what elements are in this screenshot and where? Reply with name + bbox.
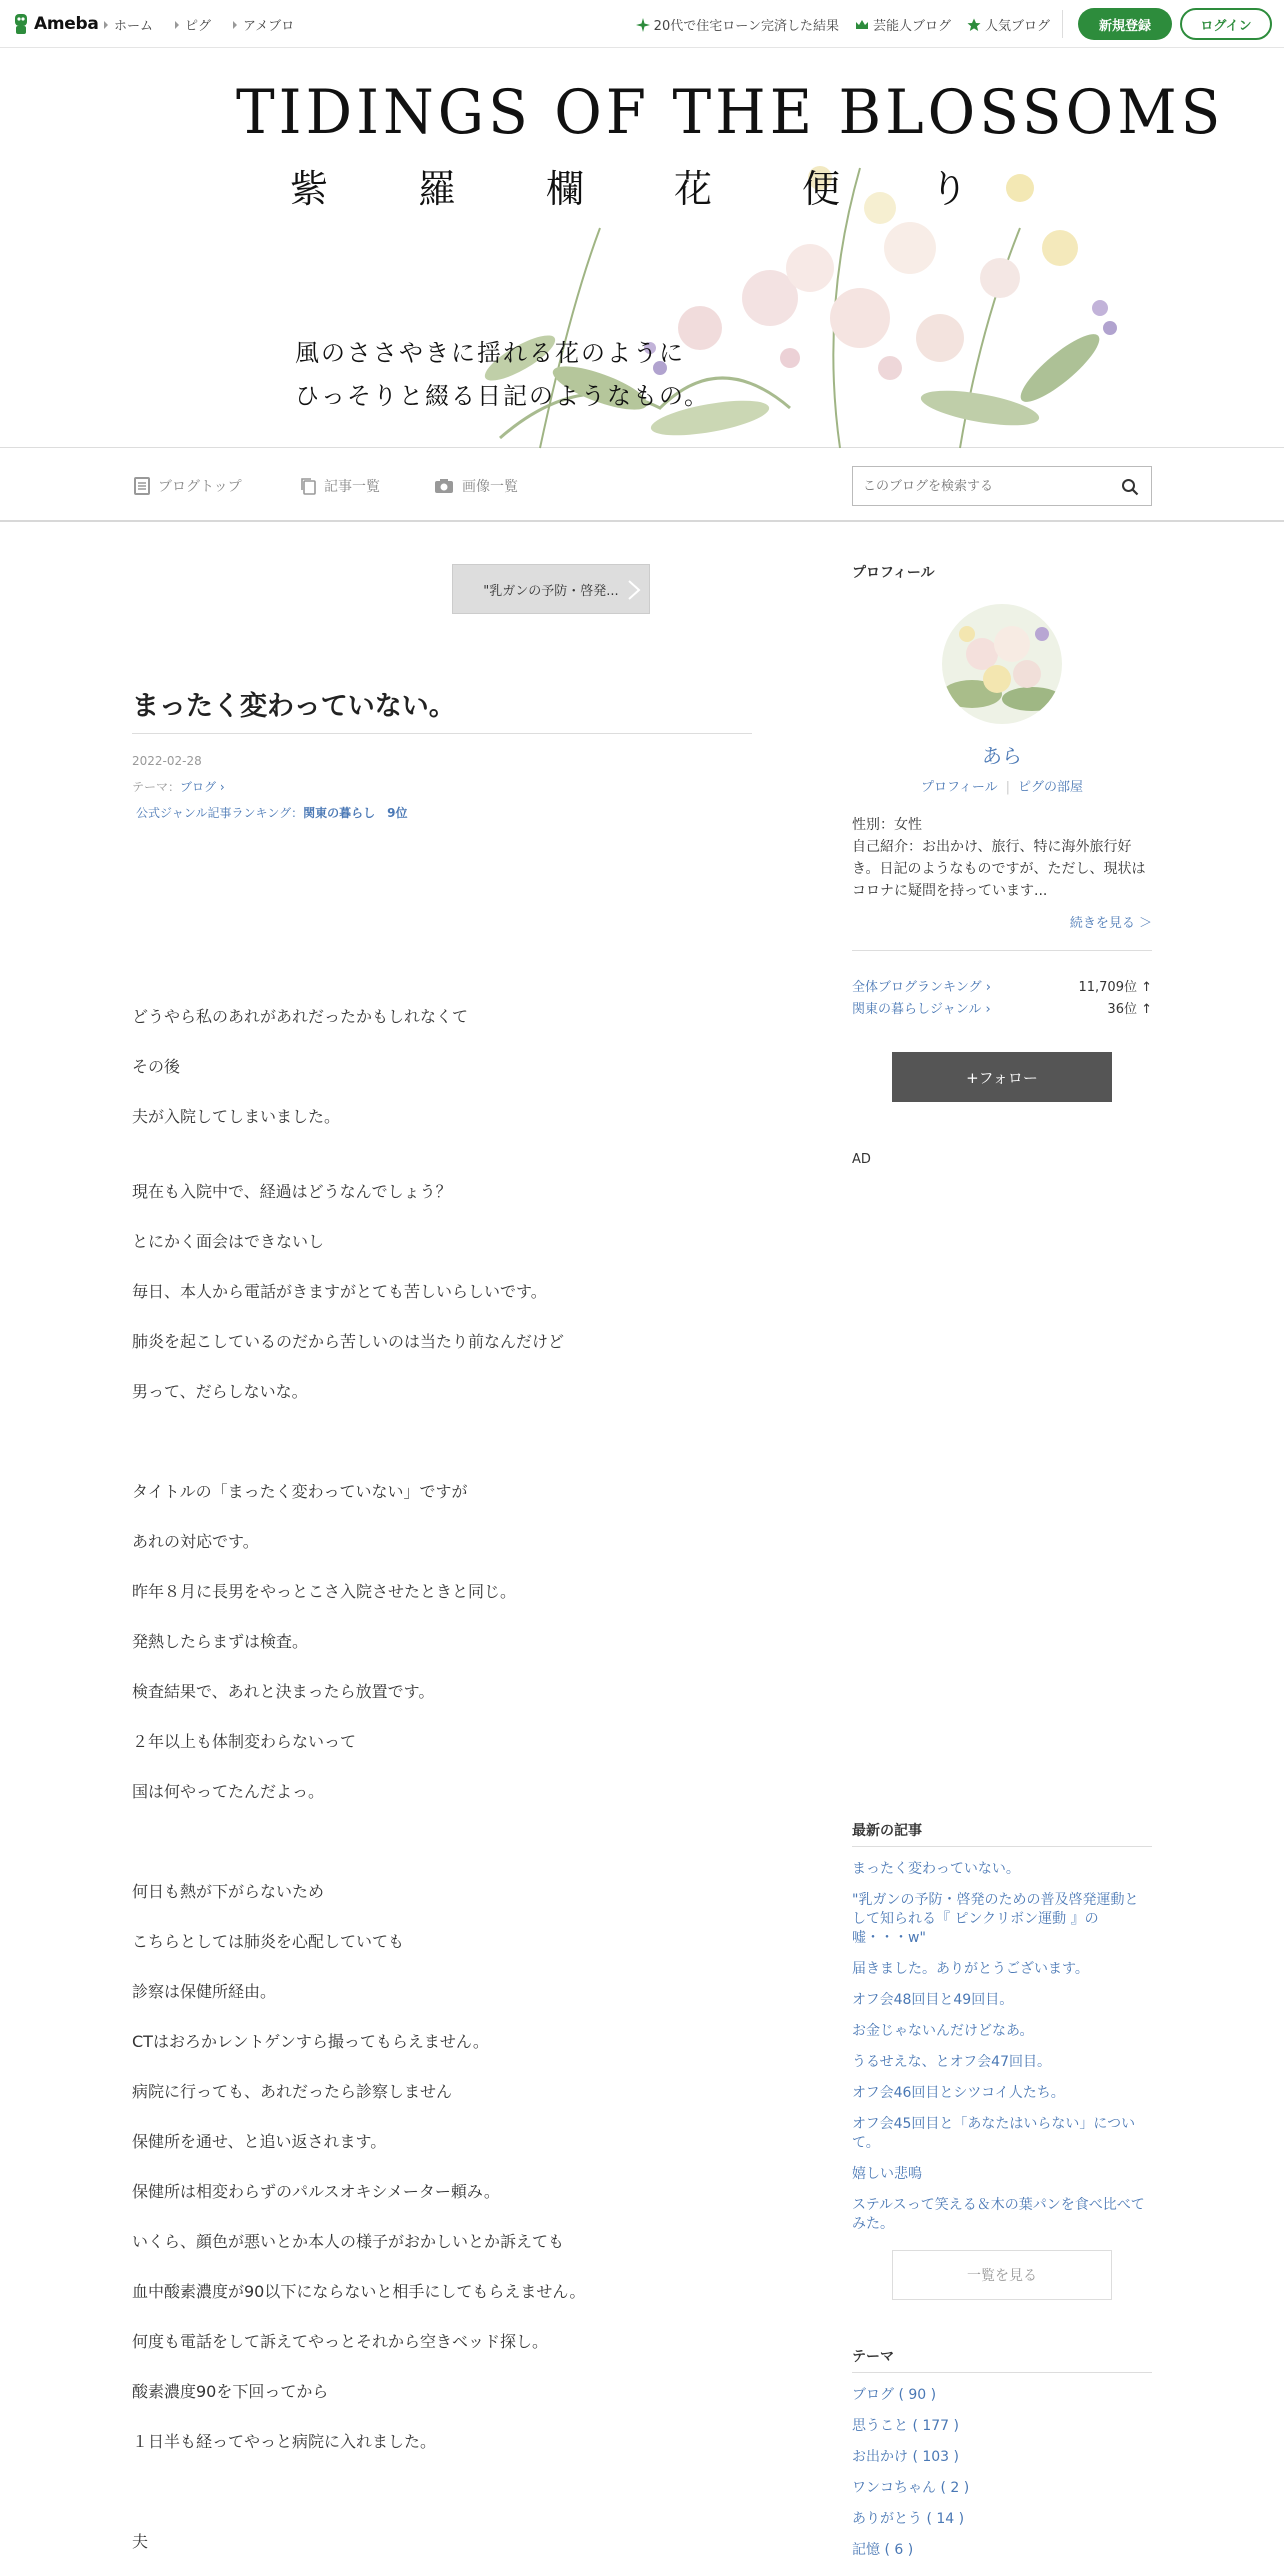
chevron-right-icon: › [216, 780, 225, 794]
search-input[interactable] [853, 467, 1103, 505]
signup-button[interactable]: 新規登録 [1078, 8, 1172, 40]
blog-search [852, 466, 1152, 506]
recent-article-link[interactable]: "乳ガンの予防・啓発のための普及啓発運動として知られる『 ピンクリボン運動 』の嘘・・・w" [852, 1892, 1139, 1946]
nav-image-list[interactable] [434, 476, 518, 496]
title-divider [132, 733, 752, 734]
divider [1062, 10, 1063, 38]
article-paragraph: CTはおろかレントゲンすら撮ってもらえません。 [132, 2032, 489, 2051]
divider [852, 950, 1152, 951]
genre-ranking-value: 関東の暮らし 9位 [303, 806, 408, 820]
overall-ranking-value: 11,709位 ↑ [1078, 980, 1152, 995]
blog-tagline-1: 風のささやきに揺れる花のように [295, 339, 685, 367]
article-paragraph: あれの対応です。 [132, 1532, 259, 1551]
article-paragraph: 保健所は相変わらずのパルスオキシメーター頼み。 [132, 2182, 500, 2201]
copy-icon [300, 477, 316, 495]
theme-link[interactable]: 記憶 ( 6 ) [852, 2542, 914, 2558]
chevron-right-icon [175, 21, 179, 29]
chevron-right-icon [233, 21, 237, 29]
overall-ranking-label: 全体ブログランキング [852, 980, 982, 995]
ameba-logo[interactable] [12, 12, 99, 36]
link-separator: | [1005, 780, 1011, 795]
document-icon [134, 477, 150, 495]
recent-articles-heading: 最新の記事 [852, 1823, 922, 1839]
pig-room-link[interactable]: ピグの部屋 [1018, 780, 1084, 795]
nav-article-list[interactable] [300, 476, 380, 496]
theme-label: テーマ： [132, 780, 181, 794]
article-paragraph: 男って、だらしないな。 [132, 1382, 308, 1401]
global-header [0, 0, 1284, 48]
prev-article-label: "乳ガンの予防・啓発... [483, 583, 619, 599]
theme-link[interactable]: お出かけ ( 103 ) [852, 2449, 959, 2465]
theme-link[interactable]: ブログ [180, 780, 217, 794]
article-paragraph: どうやら私のあれがあれだったかもしれなくて [132, 1007, 469, 1026]
article-paragraph: 何度も電話をして訴えてやっとそれから空きベッド探し。 [132, 2332, 549, 2351]
link-popular-blog-label: 人気ブログ [984, 19, 1050, 34]
article-date: 2022-02-28 [132, 754, 202, 768]
top-nav [104, 15, 294, 34]
nav-ameblo[interactable] [233, 15, 294, 34]
subtitle-char: 羅 [418, 167, 457, 211]
avatar[interactable] [942, 604, 1062, 724]
profile-intro: 自己紹介：お出かけ、旅行、特に海外旅行好き。日記のようなものですが、ただし、現状はコロナに疑問を持っています... [852, 839, 1146, 899]
themes-heading: テーマ [852, 2349, 894, 2365]
overall-ranking[interactable] [852, 976, 1152, 995]
subtitle-char: 紫 [290, 167, 329, 211]
nav-article-list-label: 記事一覧 [324, 479, 380, 495]
sparkle-icon [636, 18, 650, 32]
star-icon [967, 18, 981, 32]
ameba-mascot-icon [12, 12, 30, 36]
article-paragraph: 毎日、本人から電話がきますがとても苦しいらしいです。 [132, 1282, 547, 1301]
article-paragraph: 発熱したらまずは検査。 [132, 1632, 309, 1651]
nav-blog-top[interactable] [134, 476, 242, 496]
blog-subtitle [290, 158, 1058, 213]
genre-ranking-side-value: 36位 ↑ [1107, 1002, 1152, 1017]
article-paragraph: いくら、顔色が悪いとか本人の様子がおかしいとか訴えても [132, 2232, 565, 2251]
article-title[interactable]: まったく変わっていない。 [132, 691, 456, 722]
theme-link[interactable]: 思うこと ( 177 ) [852, 2418, 959, 2434]
profile-name[interactable]: あら [982, 744, 1022, 768]
logo-text: Ameba [34, 14, 99, 34]
profile-info [852, 814, 1152, 902]
article-paragraph: 診察は保健所経由。 [132, 1982, 277, 2001]
recent-article-link[interactable]: ステルスって笑える＆木の葉パンを食べ比べてみた。 [852, 2197, 1145, 2232]
article-theme [132, 778, 225, 795]
article-paragraph: １日半も経ってやっと病院に入れました。 [132, 2432, 437, 2451]
chevron-right-icon: › [981, 1002, 991, 1017]
article-paragraph: ２年以上も体制変わらないって [132, 1732, 357, 1751]
recent-article-link[interactable]: オフ会46回目とシツコイ人たち。 [852, 2085, 1065, 2101]
article-paragraph: 夫 [132, 2532, 149, 2551]
genre-ranking-label: 公式ジャンル記事ランキング： [136, 806, 304, 820]
recent-article-link[interactable]: 届きました。ありがとうございます。 [852, 1961, 1089, 1977]
avatar-image [942, 604, 1062, 724]
nav-home-label: ホーム [114, 19, 154, 34]
recent-article-link[interactable]: オフ会45回目と「あなたはいらない」について。 [852, 2116, 1136, 2151]
article-paragraph: とにかく面会はできないし [132, 1232, 325, 1251]
link-housing-loan-label: 20代で住宅ローン完済した結果 [653, 19, 839, 34]
article-paragraph: 昨年８月に長男をやっとこさ入院させたときと同じ。 [132, 1582, 517, 1601]
link-celebrity-blog-label: 芸能人ブログ [872, 19, 951, 34]
genre-ranking-side-label: 関東の暮らしジャンル [852, 1002, 982, 1017]
chevron-right-icon [627, 579, 641, 601]
recent-article-link[interactable]: オフ会48回目と49回目。 [852, 1992, 1014, 2008]
view-all-button[interactable]: 一覧を見る [892, 2250, 1112, 2300]
article-paragraph: こちらとしては肺炎を心配していても [132, 1932, 405, 1951]
profile-link[interactable]: プロフィール [920, 780, 998, 795]
nav-ameblo-label: アメブロ [243, 19, 295, 34]
nav-home[interactable] [104, 15, 153, 34]
read-more-link[interactable]: 続きを見る ＞ [1069, 916, 1152, 931]
login-button[interactable]: ログイン [1180, 8, 1272, 40]
nav-pig[interactable] [175, 15, 211, 34]
profile-links [852, 776, 1152, 795]
profile-heading: プロフィール [852, 565, 935, 581]
article-paragraph: 国は何やってたんだよっ。 [132, 1782, 325, 1801]
article-paragraph: 現在も入院中で、経過はどうなんでしょう？ [132, 1182, 452, 1201]
genre-ranking[interactable] [136, 804, 407, 821]
article-paragraph: 肺炎を起こしているのだから苦しいのは当たり前なんだけど [132, 1332, 565, 1351]
follow-button[interactable]: +フォロー [892, 1052, 1112, 1102]
profile-gender: 性別：女性 [852, 817, 922, 833]
crown-icon [855, 19, 869, 31]
recent-article-link[interactable]: 嬉しい悲鳴 [852, 2166, 922, 2182]
nav-blog-top-label: ブログトップ [158, 479, 242, 495]
blog-subnav [0, 450, 1284, 522]
chevron-right-icon: › [981, 980, 991, 995]
theme-link[interactable]: ブログ ( 90 ) [852, 2387, 937, 2403]
subtitle-char: 欄 [546, 167, 585, 211]
blog-title: TIDINGS OF THE BLOSSOMS [236, 76, 1225, 148]
article-paragraph: 検査結果で、あれと決まったら放置です。 [132, 1682, 435, 1701]
article-paragraph: 何日も熱が下がらないため [132, 1882, 325, 1901]
blog-header-banner[interactable] [0, 48, 1284, 448]
search-icon[interactable] [1121, 478, 1139, 496]
nav-image-list-label: 画像一覧 [462, 479, 518, 495]
article-paragraph: 血中酸素濃度が90以下にならないと相手にしてもらえません。 [132, 2282, 586, 2301]
article-paragraph: その後 [132, 1057, 181, 1076]
top-links [636, 15, 1050, 34]
subtitle-char: 花 [674, 167, 713, 211]
recent-article-link[interactable]: お金じゃないんだけどなあ。 [852, 2023, 1034, 2039]
prev-article-button[interactable] [452, 564, 650, 614]
camera-icon [434, 478, 454, 494]
blog-tagline-2: ひっそりと綴る日記のようなもの。 [295, 382, 711, 410]
article-paragraph: 病院に行っても、あれだったら診察しません [132, 2082, 453, 2101]
article-paragraph: 夫が入院してしまいました。 [132, 1107, 341, 1126]
article-paragraph: 酸素濃度90を下回ってから [132, 2382, 329, 2401]
recent-article-link[interactable]: うるせえな、とオフ会47回目。 [852, 2054, 1051, 2070]
nav-pig-label: ピグ [185, 19, 212, 34]
genre-ranking-side[interactable] [852, 998, 1152, 1017]
subtitle-char: り [930, 167, 969, 211]
theme-link[interactable]: ありがとう ( 14 ) [852, 2511, 965, 2527]
link-housing-loan[interactable] [636, 15, 839, 34]
article-paragraph: タイトルの「まったく変わっていない」ですが [132, 1482, 468, 1501]
subtitle-char: 便 [802, 167, 841, 211]
ad-label: AD [852, 1152, 871, 1167]
recent-article-link[interactable]: まったく変わっていない。 [852, 1861, 1020, 1877]
article-paragraph: 保健所を通せ、と追い返されます。 [132, 2132, 387, 2151]
link-celebrity-blog[interactable] [855, 15, 951, 34]
divider [852, 1846, 1152, 1847]
link-popular-blog[interactable] [967, 15, 1050, 34]
divider [852, 2372, 1152, 2373]
theme-link[interactable]: ワンコちゃん ( 2 ) [852, 2480, 970, 2496]
chevron-right-icon [104, 21, 108, 29]
